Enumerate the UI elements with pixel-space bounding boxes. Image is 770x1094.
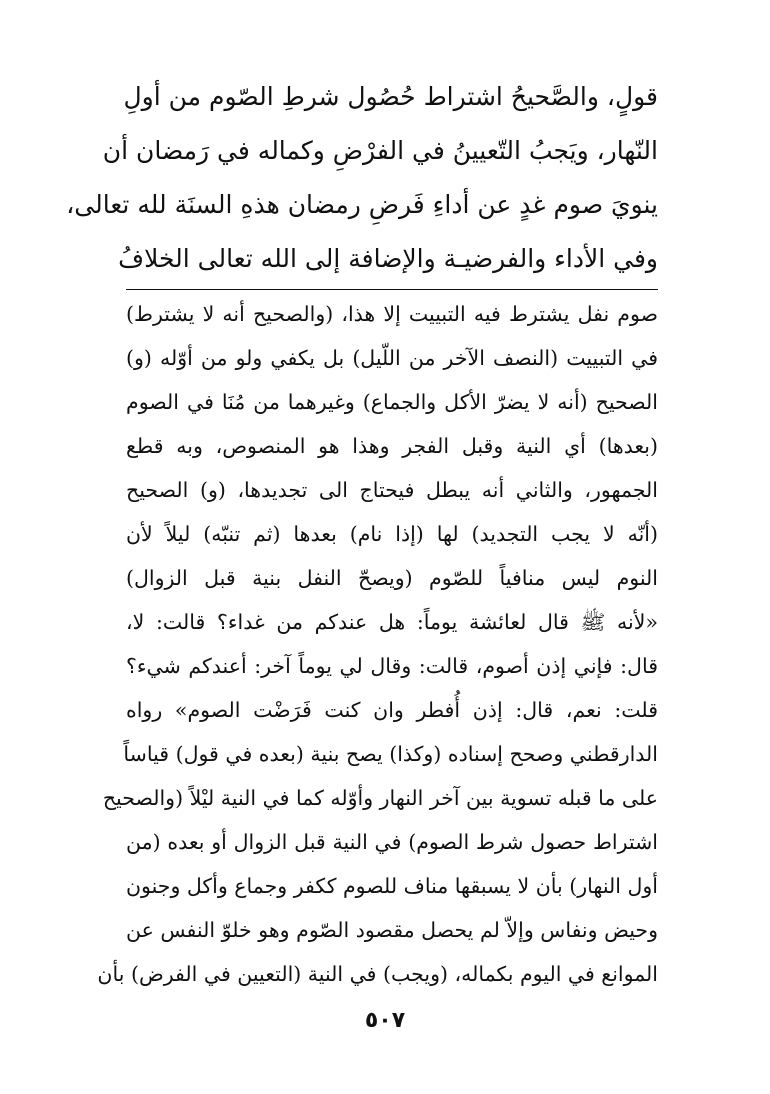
commentary-line: «لأنه ﷺ قال لعائشة يوماً: هل عندكم من غداء؟ قالت: لا، bbox=[126, 610, 658, 634]
main-text-line: ينويَ صوم غدٍ عن أداءِ فَرضِ رمضان هذهِ السنَة لله تعالى، bbox=[66, 190, 658, 219]
commentary-text bbox=[97, 292, 658, 996]
commentary-line: الموانع في اليوم بكماله، (ويجب) في النية (التعيين في الفرض) بأن bbox=[97, 962, 658, 986]
commentary-line: (بعدها) أي النية وقبل الفجر وهذا هو المنصوص، وبه قطع bbox=[126, 434, 658, 458]
main-text-line: النّهار، ويَجبُ التّعيينُ في الفرْضِ وكماله في رَمضان أن bbox=[102, 136, 658, 165]
commentary-line: الصحيح (أنه لا يضرّ الأكل والجماع) وغيرهما من مُنَا في الصوم bbox=[126, 390, 658, 414]
commentary-line: في التبييت (النصف الآخر من اللّيل) بل يكفي ولو من أوّله (و) bbox=[126, 346, 658, 370]
commentary-line: وحيض ونفاس وإلاّ لم يحصل مقصود الصّوم وهو خلوّ النفس عن bbox=[126, 918, 658, 942]
commentary-line: اشتراط حصول شرط الصوم) في النية قبل الزوال أو بعده (من bbox=[126, 830, 658, 854]
section-divider bbox=[126, 289, 658, 290]
commentary-line: على ما قبله تسوية بين آخر النهار وأوّله كما في النية ليْلاً (والصحيح bbox=[102, 786, 658, 810]
main-text bbox=[66, 70, 658, 286]
commentary-line: الدارقطني وصحح إسناده (وكذا) يصح بنية (بعده في قول) قياساً bbox=[123, 742, 658, 766]
commentary-line: (أنّه لا يجب التجديد) لها (إذا نام) بعدها (ثم تنبّه) ليلاً لأن bbox=[126, 522, 658, 546]
page-number: ٥٠٧ bbox=[364, 1008, 406, 1033]
main-text-line: قولٍ، والصَّحيحُ اشتراط حُصُول شرطِ الصّوم من أولِ bbox=[123, 82, 658, 111]
main-text-line: وفي الأداء والفرضيـة والإضافة إلى الله تعالى الخلافُ bbox=[118, 244, 658, 273]
commentary-line: صوم نفل يشترط فيه التبييت إلا هذا، (والصحيح أنه لا يشترط) bbox=[126, 302, 658, 326]
commentary-line: أول النهار) بأن لا يسبقها مناف للصوم ككفر وجماع وأكل وجنون bbox=[125, 874, 658, 898]
commentary-line: النوم ليس منافياً للصّوم (ويصحّ النفل بنية قبل الزوال) bbox=[126, 566, 658, 590]
commentary-line: الجمهور، والثاني أنه يبطل فيحتاج الى تجديدها، (و) الصحيح bbox=[126, 478, 658, 502]
commentary-line: قال: فإني إذن أصوم، قالت: وقال لي يوماً آخر: أعندكم شيء؟ bbox=[126, 654, 658, 678]
commentary-line: قلت: نعم، قال: إذن أُفطر وان كنت فَرَضْت الصوم» رواه bbox=[126, 698, 658, 722]
